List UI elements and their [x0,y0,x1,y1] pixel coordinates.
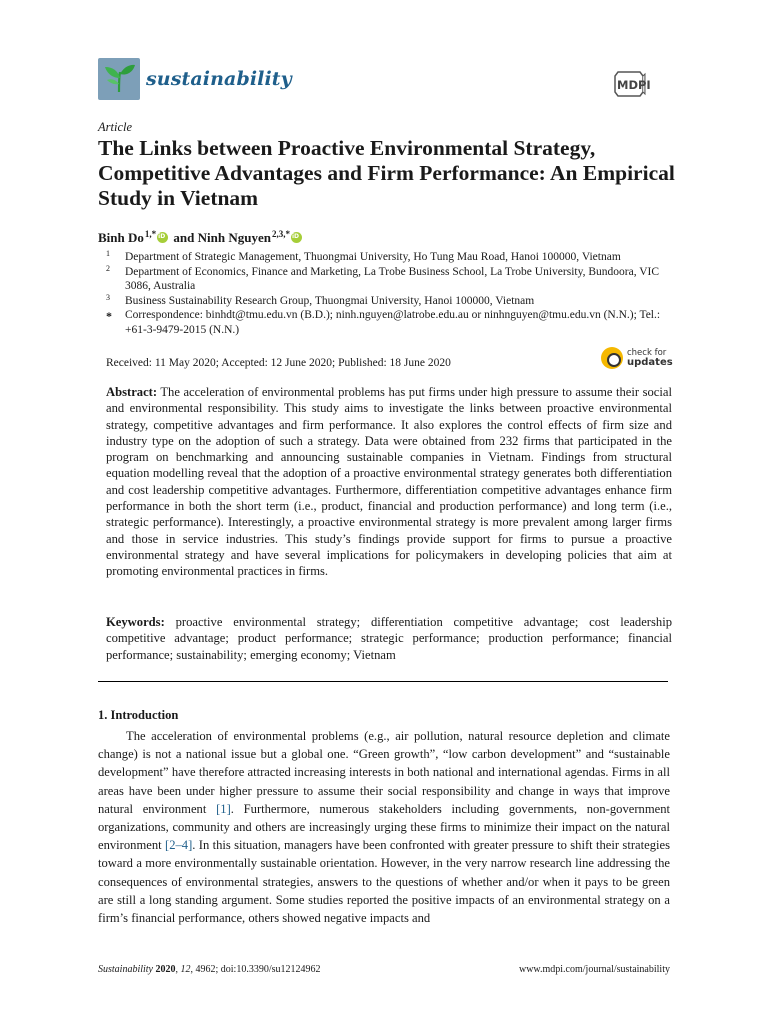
updates-badge-bottom: updates [627,357,673,368]
updates-icon [601,347,623,369]
intro-text: . In this situation, managers have been confronted with greater pressure to shift their strategies toward a more environmentally sustainable orientation. However, in the very narrow research line addressing the consequences of environmental strategies, answers to the questions of whether and/or when it pays to be green are still a long standing argument. Some studies reported the positive impacts of an environmental strategy on a firm’s financial performance, others showed negative impacts and [98,838,670,926]
footer-year: 2020 [155,964,176,975]
footer-journal: Sustainability [98,964,153,975]
orcid-icon[interactable] [157,232,168,243]
intro-paragraph [98,727,670,927]
correspondence-item [106,308,672,337]
updates-badge-top: check for [627,348,667,358]
affiliation-text: Department of Economics, Finance and Marketing, La Trobe Business School, La Trobe University, Bundoora, VIC 3086, Australia [125,265,660,292]
abstract-text: The acceleration of environmental problems has put firms under high pressure to assume their social and environmental responsibility. This study aims to investigate the links between proactive environmental strategy, competitive advantages and firm performance. It also explores the control effects of firm size and industry type on the adoption of such a strategy. Data were obtained from 232 firms that participated in the program on benchmarking and announcing sustainable companies in Vietnam. Findings from structural equation modelling reveal that the adoption of a proactive environmental strategy generates both differentiation and cost leadership competitive advantages. Furthermore, differentiation competitive advantages enhance firm performance in both the short term (i.e., product, financial and production performance) and long term (i.e., strategic performance). Interestingly, a proactive environmental strategy is more prevalent among larger firms and those in service industries. This study’s findings provide support for firms to pursue a proactive environmental strategy and have several implications for policymakers in developing policies that aim at promoting environmental practices in firms. [106,385,672,579]
author-affil-mark: 2,3,* [271,229,290,239]
footer-doi[interactable]: , 4962; doi:10.3390/su12124962 [190,964,321,975]
author-name[interactable]: Ninh Nguyen [197,230,271,245]
affiliation-text: Department of Strategic Management, Thuongmai University, Ho Tung Mau Road, Hanoi 100000, Vietnam [125,251,621,263]
journal-header [98,58,670,104]
journal-url[interactable]: www.mdpi.com/journal/sustainability [518,964,670,975]
sustainability-leaf-logo [98,58,140,100]
section-divider [98,681,668,682]
affiliation-mark: 2 [106,263,110,273]
keywords-label: Keywords: [106,615,165,629]
mdpi-logo-text: MDPI [617,78,651,92]
affiliation-mark: 1 [106,249,110,258]
abstract [106,384,672,580]
affiliation-text: Business Sustainability Research Group, Thuongmai University, Hanoi 100000, Vietnam [125,294,535,307]
mdpi-logo[interactable] [614,70,670,98]
article-title: The Links between Proactive Environmental Strategy, Competitive Advantages and Firm Performance: An Empirical Study in Vietnam [98,136,675,210]
author-list [98,229,304,246]
author-affil-mark: 1,* [144,229,157,239]
keywords-text: proactive environmental strategy; differentiation competitive advantage; cost leadership competitive advantage; product performance; strategic performance; production performance; financial performance; sustainability; emerging economy; Vietnam [106,615,672,662]
affiliation-item [106,265,672,294]
citation-link[interactable]: [1] [216,801,231,816]
section-heading: 1. Introduction [98,708,179,722]
correspondence-mark: * [106,309,112,323]
affiliations [106,250,672,337]
citation-link[interactable]: [2–4] [165,838,193,853]
correspondence-text: Correspondence: binhdt@tmu.edu.vn (B.D.); ninh.nguyen@latrobe.edu.au or ninhnguyen@tmu.edu.vn (N.N.); Tel.: +61-3-9479-2015 (N.N.) [125,309,661,336]
affiliation-item [106,250,672,265]
keywords [106,614,672,663]
footer-volume: 12 [180,964,191,975]
intro-text: The acceleration of environmental problems (e.g., air pollution, natural resource depletion and climate change) is not a national issue but a global one. “Green growth”, “low carbon development” and “sustainable development” have therefore attracted increasing interests in both national and international agendas. Firms in all areas have been under higher pressure to assume their social responsibility and change in ways that improve natural environment [98,729,670,816]
check-for-updates-badge[interactable] [601,346,673,370]
affiliation-mark: 3 [106,292,110,302]
citation-footer: Sustainability 2020, 12, 4962; doi:10.3390/su12124962 [98,964,321,975]
author-name[interactable]: Binh Do [98,230,144,245]
orcid-icon[interactable] [291,232,302,243]
affiliation-item [106,294,672,309]
authors-joiner: and [173,230,195,245]
intro-text: . Furthermore, numerous stakeholders including governments, non-government organizations, community and others are increasingly urging these firms to minimize their impact on the natural environment [98,801,670,853]
journal-name[interactable]: sustainability [146,68,292,90]
publication-dates: Received: 11 May 2020; Accepted: 12 June 2020; Published: 18 June 2020 [106,357,451,369]
article-type: Article [98,120,133,134]
abstract-label: Abstract: [106,385,158,399]
